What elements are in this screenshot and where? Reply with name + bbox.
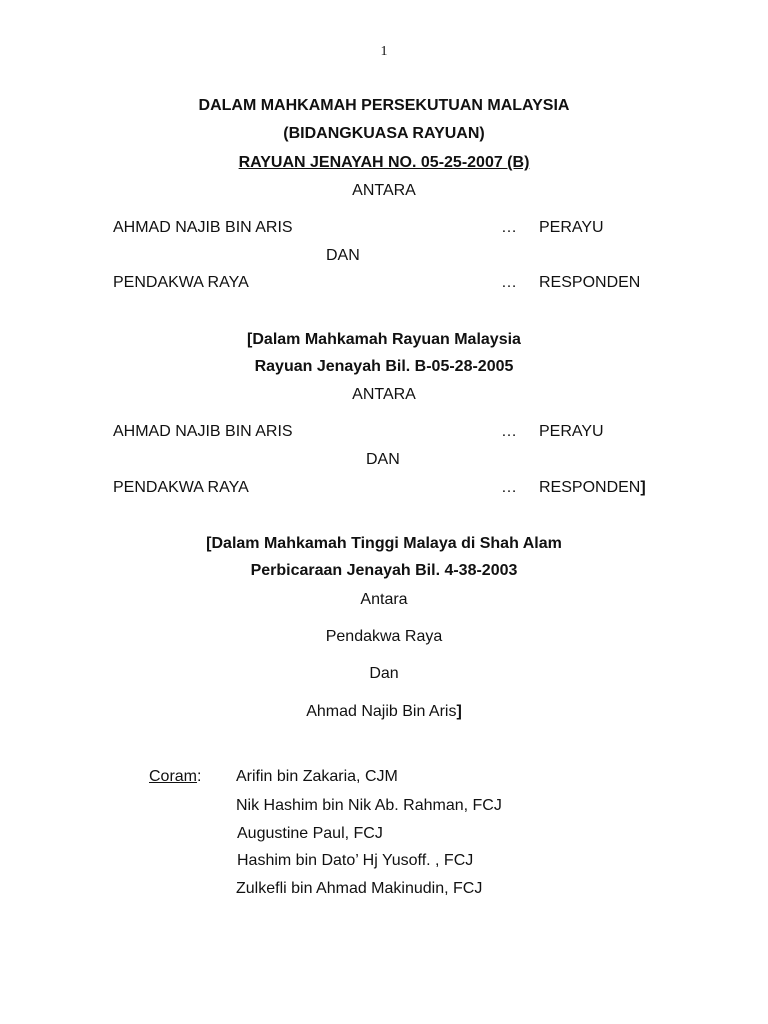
coram-judge: Zulkefli bin Ahmad Makinudin, FCJ — [236, 880, 483, 897]
high-court-and: Dan — [369, 665, 399, 682]
court-of-appeal-title: [Dalam Mahkamah Rayuan Malaysia — [247, 331, 521, 348]
coram-judge: Arifin bin Zakaria, CJM — [236, 768, 398, 785]
coa-respondent-dots: … — [501, 479, 517, 496]
appellant-name: AHMAD NAJIB BIN ARIS — [113, 219, 293, 236]
coa-closing-bracket: ] — [640, 479, 646, 496]
court-of-appeal-number: Rayuan Jenayah Bil. B-05-28-2005 — [254, 358, 514, 375]
high-court-accused — [0, 703, 768, 721]
coram-judge: Nik Hashim bin Nik Ab. Rahman, FCJ — [236, 797, 502, 814]
appellant-role: PERAYU — [539, 219, 604, 236]
high-court-case-number: Perbicaraan Jenayah Bil. 4-38-2003 — [250, 562, 518, 579]
page-number: 1 — [380, 44, 388, 59]
appeal-number-title — [0, 154, 768, 172]
appeal-number-text: RAYUAN JENAYAH NO. 05-25-2007 (B) — [238, 154, 530, 171]
coa-respondent-name: PENDAKWA RAYA — [113, 479, 249, 496]
coa-appellant-dots: … — [501, 423, 517, 440]
respondent-role: RESPONDEN — [539, 274, 641, 291]
coram-judge: Augustine Paul, FCJ — [237, 825, 383, 842]
high-court-closing-bracket: ] — [456, 703, 462, 720]
coram-label-text: Coram — [149, 768, 198, 785]
coa-appellant-name: AHMAD NAJIB BIN ARIS — [113, 423, 293, 440]
court-of-appeal-between: ANTARA — [352, 386, 416, 403]
court-title: DALAM MAHKAMAH PERSEKUTUAN MALAYSIA — [198, 97, 570, 114]
coa-respondent-role — [539, 479, 646, 497]
jurisdiction-title: (BIDANGKUASA RAYUAN) — [283, 125, 485, 142]
high-court-between: Antara — [360, 591, 408, 608]
and-label: DAN — [326, 247, 360, 264]
respondent-dots: … — [501, 274, 517, 291]
coram-colon: : — [197, 768, 202, 785]
high-court-title: [Dalam Mahkamah Tinggi Malaya di Shah Alam — [206, 535, 562, 552]
coa-and-label: DAN — [366, 451, 400, 468]
coram-judge: Hashim bin Dato’ Hj Yusoff. , FCJ — [237, 852, 474, 869]
between-label: ANTARA — [352, 182, 416, 199]
coa-respondent-role-text: RESPONDEN — [539, 479, 641, 496]
appellant-dots: … — [501, 219, 517, 236]
respondent-name: PENDAKWA RAYA — [113, 274, 249, 291]
coa-appellant-role: PERAYU — [539, 423, 604, 440]
high-court-prosecutor: Pendakwa Raya — [325, 628, 443, 645]
coram-label — [149, 768, 201, 786]
high-court-accused-text: Ahmad Najib Bin Aris — [306, 703, 457, 720]
